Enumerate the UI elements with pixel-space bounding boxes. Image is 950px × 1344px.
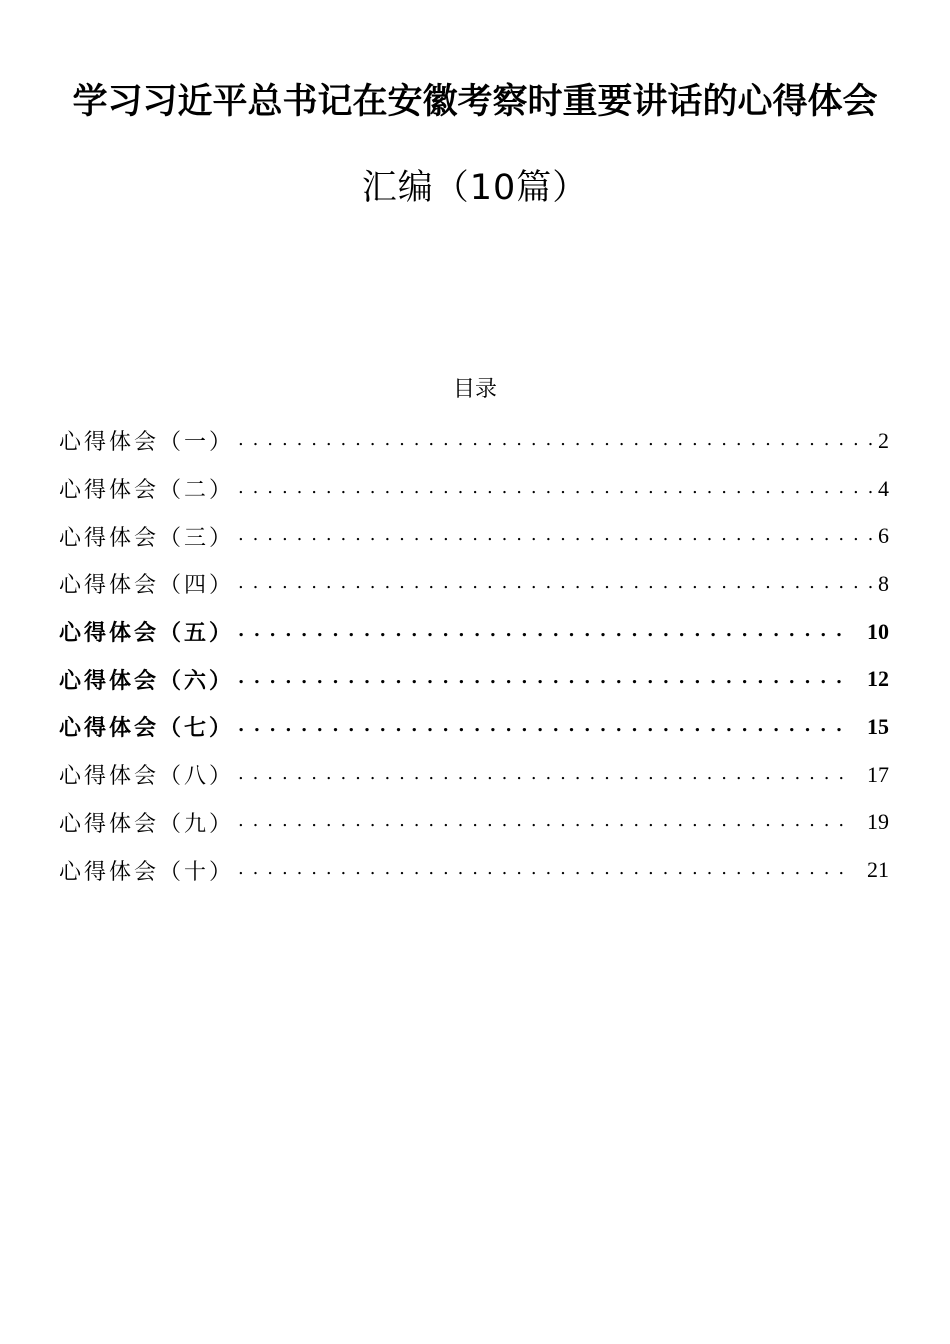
- toc-entry-page: 4: [878, 475, 889, 501]
- document-title-line-1: 学习习近平总书记在安徽考察时重要讲话的心得体会: [72, 82, 878, 122]
- toc-entry[interactable]: [59, 846, 889, 894]
- table-of-contents: [59, 417, 889, 894]
- toc-entry[interactable]: [59, 608, 889, 656]
- toc-entry-page: 19: [867, 809, 889, 835]
- toc-entry-page: 10: [867, 618, 889, 644]
- toc-entry-page: 15: [867, 713, 889, 739]
- toc-leader-dots: [238, 668, 845, 690]
- toc-entry-label: 心得体会（二）: [59, 478, 235, 504]
- toc-entry-label: 心得体会（六）: [59, 668, 235, 694]
- toc-entry[interactable]: [59, 799, 889, 847]
- toc-leader-dots: [238, 478, 872, 500]
- toc-entry-page: 8: [878, 570, 889, 596]
- toc-entry-page: 6: [878, 523, 889, 549]
- toc-entry[interactable]: [59, 560, 889, 608]
- toc-entry-label: 心得体会（三）: [59, 525, 235, 551]
- toc-entry-label: 心得体会（九）: [59, 811, 235, 837]
- toc-entry-label: 心得体会（十）: [59, 859, 235, 885]
- toc-leader-dots: [238, 430, 872, 452]
- toc-entry-label: 心得体会（四）: [59, 573, 235, 599]
- toc-entry-page: 17: [867, 761, 889, 787]
- toc-entry-label: 心得体会（一）: [59, 430, 235, 456]
- toc-heading: 目录: [452, 377, 497, 402]
- toc-entry-label: 心得体会（七）: [59, 716, 235, 742]
- toc-entry[interactable]: [59, 655, 889, 703]
- toc-entry-page: 12: [867, 666, 889, 692]
- toc-entry[interactable]: [59, 417, 889, 465]
- toc-leader-dots: [238, 859, 845, 881]
- toc-entry[interactable]: [59, 512, 889, 560]
- toc-entry-label: 心得体会（八）: [59, 764, 235, 790]
- toc-leader-dots: [238, 764, 845, 786]
- toc-leader-dots: [238, 621, 845, 643]
- toc-entry[interactable]: [59, 751, 889, 799]
- document-title-line-2: 汇编（10篇）: [361, 168, 589, 208]
- toc-entry-page: 2: [878, 427, 889, 453]
- toc-leader-dots: [238, 573, 872, 595]
- toc-entry-label: 心得体会（五）: [59, 621, 235, 647]
- toc-leader-dots: [238, 716, 845, 738]
- toc-entry[interactable]: [59, 703, 889, 751]
- toc-leader-dots: [238, 525, 872, 547]
- toc-leader-dots: [238, 811, 845, 833]
- toc-entry-page: 21: [867, 857, 889, 883]
- toc-entry[interactable]: [59, 465, 889, 513]
